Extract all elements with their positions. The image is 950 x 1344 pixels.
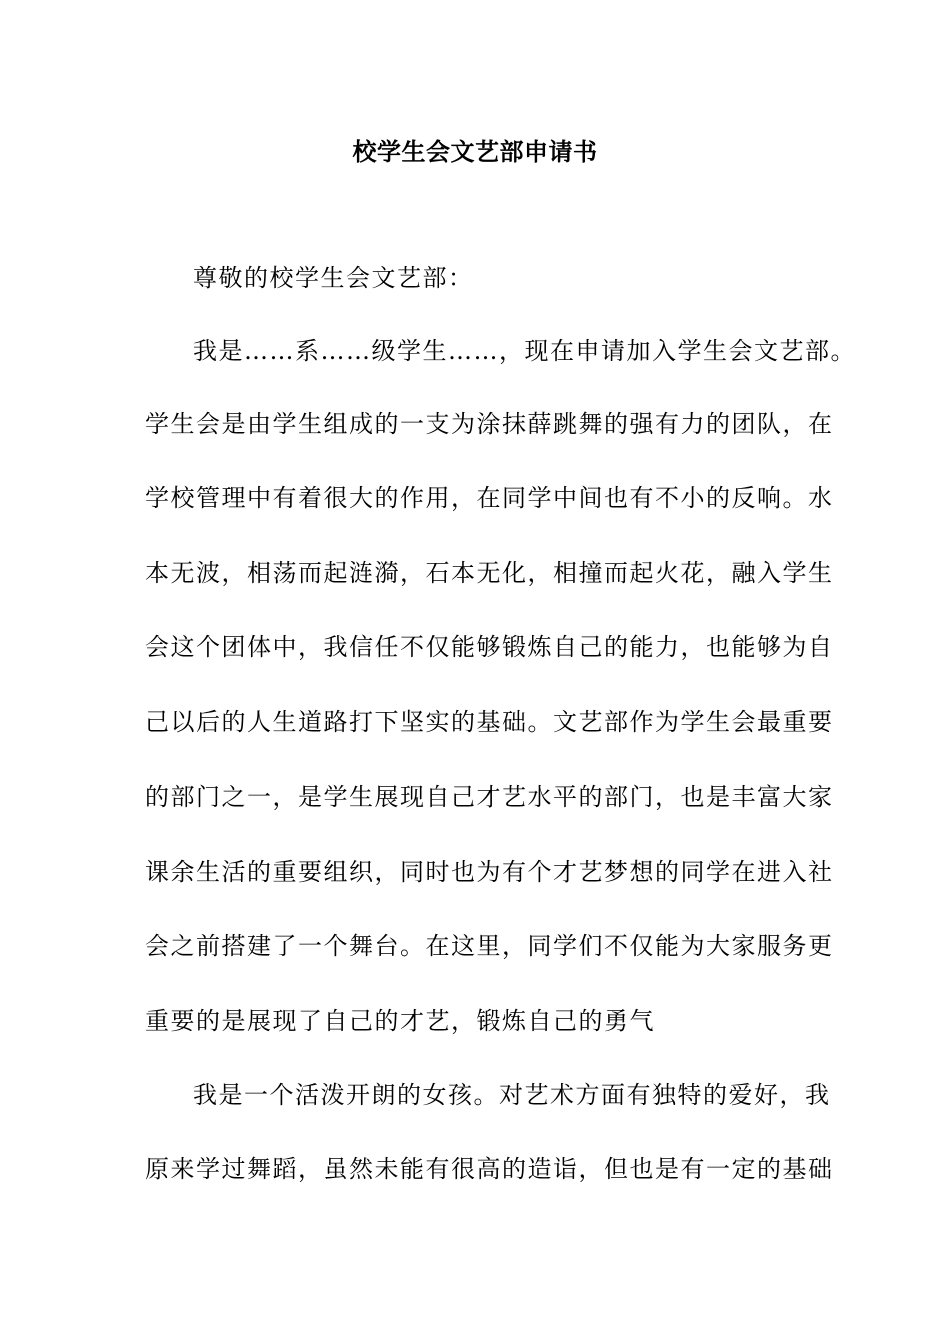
paragraph-line: 学生会是由学生组成的一支为涂抹薛跳舞的强有力的团队，在	[145, 410, 834, 438]
paragraph-line: 我是一个活泼开朗的女孩。对艺术方面有独特的爱好，我	[193, 1081, 831, 1109]
paragraph-line: 的部门之一，是学生展现自己才艺水平的部门，也是丰富大家	[145, 783, 834, 811]
paragraph-line: 本无波，相荡而起涟漪，石本无化，相撞而起火花，融入学生	[145, 559, 834, 587]
paragraph-line: 课余生活的重要组织，同时也为有个才艺梦想的同学在进入社	[145, 858, 834, 886]
paragraph-line: 会之前搭建了一个舞台。在这里，同学们不仅能为大家服务更	[145, 932, 834, 960]
paragraph-line: 我是……系……级学生……，现在申请加入学生会文艺部。	[193, 337, 856, 365]
paragraph-line: 学校管理中有着很大的作用，在同学中间也有不小的反响。水	[145, 484, 834, 512]
paragraph-line: 己以后的人生道路打下坚实的基础。文艺部作为学生会最重要	[145, 708, 834, 736]
salutation-line: 尊敬的校学生会文艺部：	[193, 264, 474, 292]
paragraph-line: 原来学过舞蹈，虽然未能有很高的造诣，但也是有一定的基础	[145, 1155, 834, 1183]
paragraph-line: 会这个团体中，我信任不仅能够锻炼自己的能力，也能够为自	[145, 633, 834, 661]
paragraph-line: 重要的是展现了自己的才艺，锻炼自己的勇气	[145, 1007, 655, 1035]
document-title: 校学生会文艺部申请书	[352, 137, 598, 166]
